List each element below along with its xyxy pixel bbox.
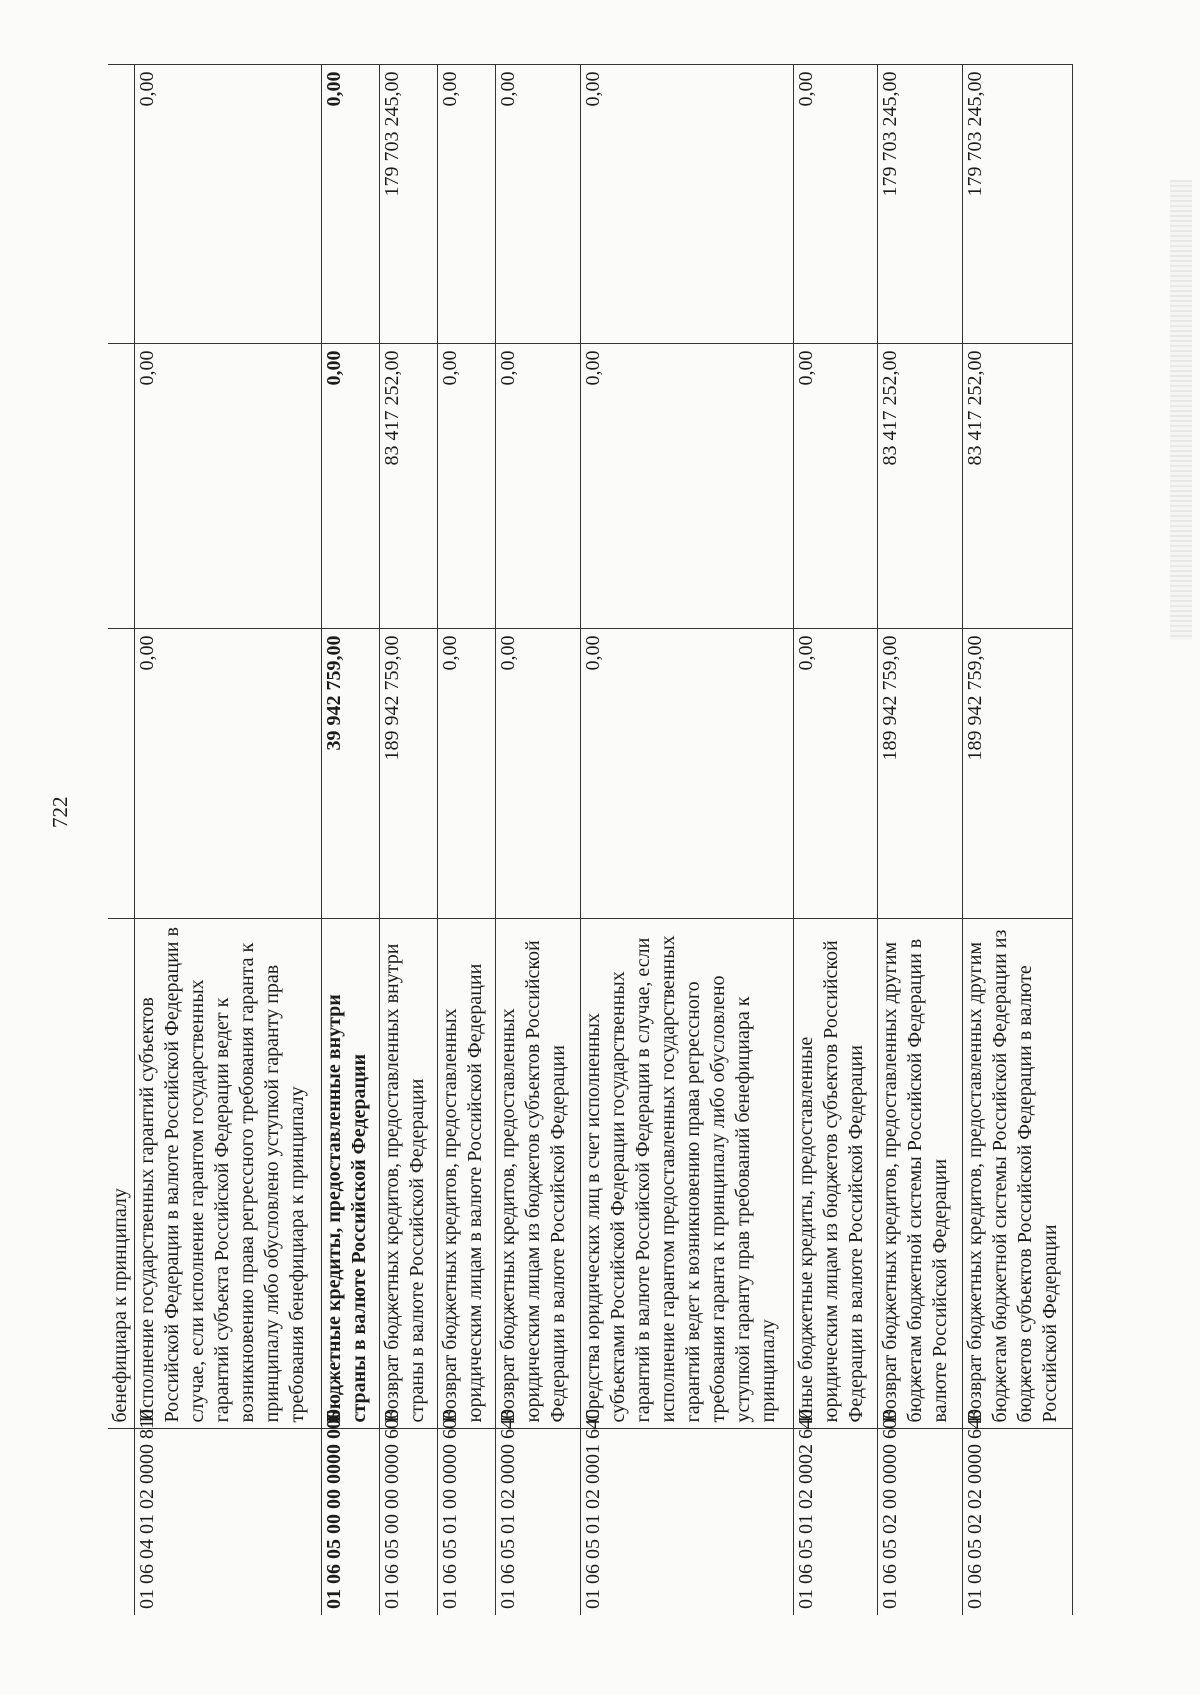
amount-cell-1 xyxy=(108,629,135,919)
description-cell: Бюджетные кредиты, предоставленные внутри страны в валюте Российской Федерации xyxy=(321,919,379,1429)
amount-cell-2: 83 417 252,00 xyxy=(379,344,437,629)
table-row xyxy=(878,65,963,1615)
rotated-table-stage xyxy=(108,65,1073,1615)
budget-code-cell: 01 06 05 00 00 0000 000 xyxy=(321,1429,379,1615)
table-row xyxy=(962,65,1072,1615)
amount-cell-3: 0,00 xyxy=(321,65,379,344)
amount-cell-2 xyxy=(108,344,135,629)
amount-cell-1: 189 942 759,00 xyxy=(878,629,963,919)
amount-cell-3: 179 703 245,00 xyxy=(379,65,437,344)
amount-cell-3: 179 703 245,00 xyxy=(962,65,1072,344)
amount-cell-2: 0,00 xyxy=(438,344,496,629)
table-row xyxy=(135,65,321,1615)
description-cell: Возврат бюджетных кредитов, предоставленных юридическим лицам в валюте Российской Федерации xyxy=(438,919,496,1429)
description-cell: Средства юридических лиц в счет исполненных субъектами Российской Федерации государственных гарантий в валюте Российской Федерации в случае, если исполнение гарантом предоставленных государственных гарантий ведет к возникновению права регрессного требования гаранта к принципалу либо обусловлено уступкой гаранту прав требований бенефициара к принципалу xyxy=(580,919,793,1429)
table-row xyxy=(580,65,793,1615)
amount-cell-1: 0,00 xyxy=(135,629,321,919)
table-row xyxy=(379,65,437,1615)
amount-cell-2: 0,00 xyxy=(321,344,379,629)
budget-code-cell: 01 06 05 01 02 0000 640 xyxy=(496,1429,581,1615)
description-cell: Возврат бюджетных кредитов, предоставленных другим бюджетам бюджетной системы Российской Федерации из бюджетов субъектов Российской Федерации в валюте Российской Федерации xyxy=(962,919,1072,1429)
amount-cell-1: 0,00 xyxy=(580,629,793,919)
scan-artifact xyxy=(1170,180,1192,640)
amount-cell-2: 0,00 xyxy=(496,344,581,629)
amount-cell-3 xyxy=(108,65,135,344)
table-row xyxy=(496,65,581,1615)
page-number: 722 xyxy=(48,796,72,828)
amount-cell-2: 83 417 252,00 xyxy=(962,344,1072,629)
amount-cell-1: 0,00 xyxy=(496,629,581,919)
table-row xyxy=(438,65,496,1615)
amount-cell-2: 0,00 xyxy=(580,344,793,629)
budget-code-cell: 01 06 05 01 02 0001 640 xyxy=(580,1429,793,1615)
amount-cell-1: 189 942 759,00 xyxy=(379,629,437,919)
table-row xyxy=(321,65,379,1615)
amount-cell-1: 0,00 xyxy=(438,629,496,919)
amount-cell-3: 0,00 xyxy=(438,65,496,344)
table-row xyxy=(793,65,878,1615)
description-cell: Возврат бюджетных кредитов, предоставленных внутри страны в валюте Российской Федерации xyxy=(379,919,437,1429)
amount-cell-2: 0,00 xyxy=(135,344,321,629)
amount-cell-1: 39 942 759,00 xyxy=(321,629,379,919)
amount-cell-3: 0,00 xyxy=(135,65,321,344)
amount-cell-2: 0,00 xyxy=(793,344,878,629)
amount-cell-3: 0,00 xyxy=(793,65,878,344)
amount-cell-1: 0,00 xyxy=(793,629,878,919)
budget-code-cell xyxy=(108,1429,135,1615)
amount-cell-3: 179 703 245,00 xyxy=(878,65,963,344)
table-row xyxy=(108,65,135,1615)
budget-code-cell: 01 06 04 01 02 0000 810 xyxy=(135,1429,321,1615)
budget-code-cell: 01 06 05 01 02 0002 640 xyxy=(793,1429,878,1615)
description-cell: Исполнение государственных гарантий субъектов Российской Федерации в валюте Российской Федерации в случае, если исполнение гарантом государственных гарантий субъекта Российской Федерации ведет к возникновению права регрессного требования гаранта к принципалу либо обусловлено уступкой гаранту прав требования бенефициара к принципалу xyxy=(135,919,321,1429)
budget-code-cell: 01 06 05 02 00 0000 600 xyxy=(878,1429,963,1615)
budget-sources-table xyxy=(108,65,1073,1616)
description-cell: Иные бюджетные кредиты, предоставленные юридическим лицам из бюджетов субъектов Российской Федерации в валюте Российской Федерации xyxy=(793,919,878,1429)
budget-code-cell: 01 06 05 02 02 0000 640 xyxy=(962,1429,1072,1615)
amount-cell-2: 83 417 252,00 xyxy=(878,344,963,629)
amount-cell-3: 0,00 xyxy=(496,65,581,344)
budget-code-cell: 01 06 05 00 00 0000 600 xyxy=(379,1429,437,1615)
description-cell: бенефициара к принципалу xyxy=(108,919,135,1429)
amount-cell-1: 189 942 759,00 xyxy=(962,629,1072,919)
amount-cell-3: 0,00 xyxy=(580,65,793,344)
description-cell: Возврат бюджетных кредитов, предоставленных юридическим лицам из бюджетов субъектов Российской Федерации в валюте Российской Федерации xyxy=(496,919,581,1429)
budget-code-cell: 01 06 05 01 00 0000 600 xyxy=(438,1429,496,1615)
description-cell: Возврат бюджетных кредитов, предоставленных другим бюджетам бюджетной системы Российской Федерации в валюте Российской Федерации xyxy=(878,919,963,1429)
